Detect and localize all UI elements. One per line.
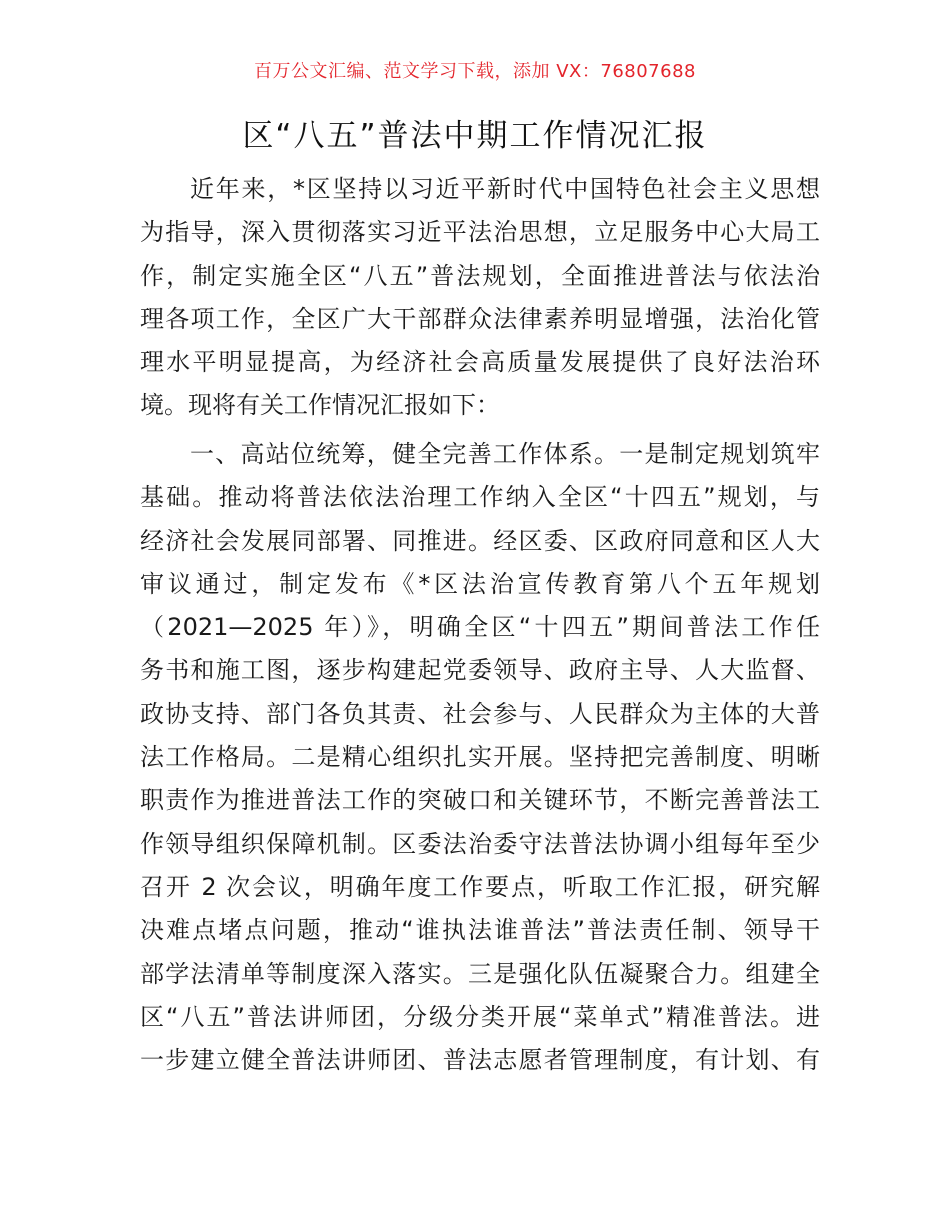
document-title: 区“八五”普法中期工作情况汇报: [242, 118, 708, 154]
text-line: 一步建立健全普法讲师团、普法志愿者管理制度，有计划、有: [140, 1046, 820, 1075]
text-line: （2021—2025 年）》，明确全区“十四五”期间普法工作任: [140, 613, 820, 642]
text-line: 为指导，深入贯彻落实习近平法治思想，立足服务中心大局工: [140, 218, 820, 247]
paragraph-section-one: [140, 433, 820, 1082]
text-line: 作领导组织保障机制。区委法治委守法普法协调小组每年至少: [140, 829, 820, 858]
text-line: 理水平明显提高，为经济社会高质量发展提供了良好法治环: [140, 348, 820, 377]
paragraph-intro: [140, 168, 820, 428]
text-line: 法工作格局。二是精心组织扎实开展。坚持把完善制度、明晰: [140, 743, 820, 772]
text-line: 召开 2 次会议，明确年度工作要点，听取工作汇报，研究解: [140, 872, 820, 901]
text-line: 决难点堵点问题，推动“谁执法谁普法”普法责任制、领导干: [140, 916, 820, 945]
text-line: 审议通过，制定发布《*区法治宣传教育第八个五年规划: [140, 569, 820, 598]
text-line: 理各项工作，全区广大干部群众法律素养明显增强，法治化管: [140, 304, 820, 333]
text-line: 基础。推动将普法依法治理工作纳入全区“十四五”规划，与: [140, 483, 820, 512]
text-line: 经济社会发展同部署、同推进。经区委、区政府同意和区人大: [140, 526, 820, 555]
watermark-banner: 百万公文汇编、范文学习下载，添加 VX：76807688: [254, 61, 696, 82]
text-line: 境。现将有关工作情况汇报如下：: [140, 391, 500, 420]
text-line: 政协支持、部门各负其责、社会参与、人民群众为主体的大普: [140, 699, 820, 728]
text-line: 作，制定实施全区“八五”普法规划，全面推进普法与依法治: [140, 261, 820, 290]
text-line: 职责作为推进普法工作的突破口和关键环节，不断完善普法工: [140, 786, 820, 815]
text-line: 近年来，*区坚持以习近平新时代中国特色社会主义思想: [190, 175, 820, 203]
text-line: 区“八五”普法讲师团，分级分类开展“菜单式”精准普法。进: [140, 1002, 820, 1031]
text-line: 务书和施工图，逐步构建起党委领导、政府主导、人大监督、: [140, 656, 820, 685]
text-line: 部学法清单等制度深入落实。三是强化队伍凝聚合力。组建全: [140, 959, 820, 988]
text-line: 一、高站位统筹，健全完善工作体系。一是制定规划筑牢: [190, 440, 820, 468]
